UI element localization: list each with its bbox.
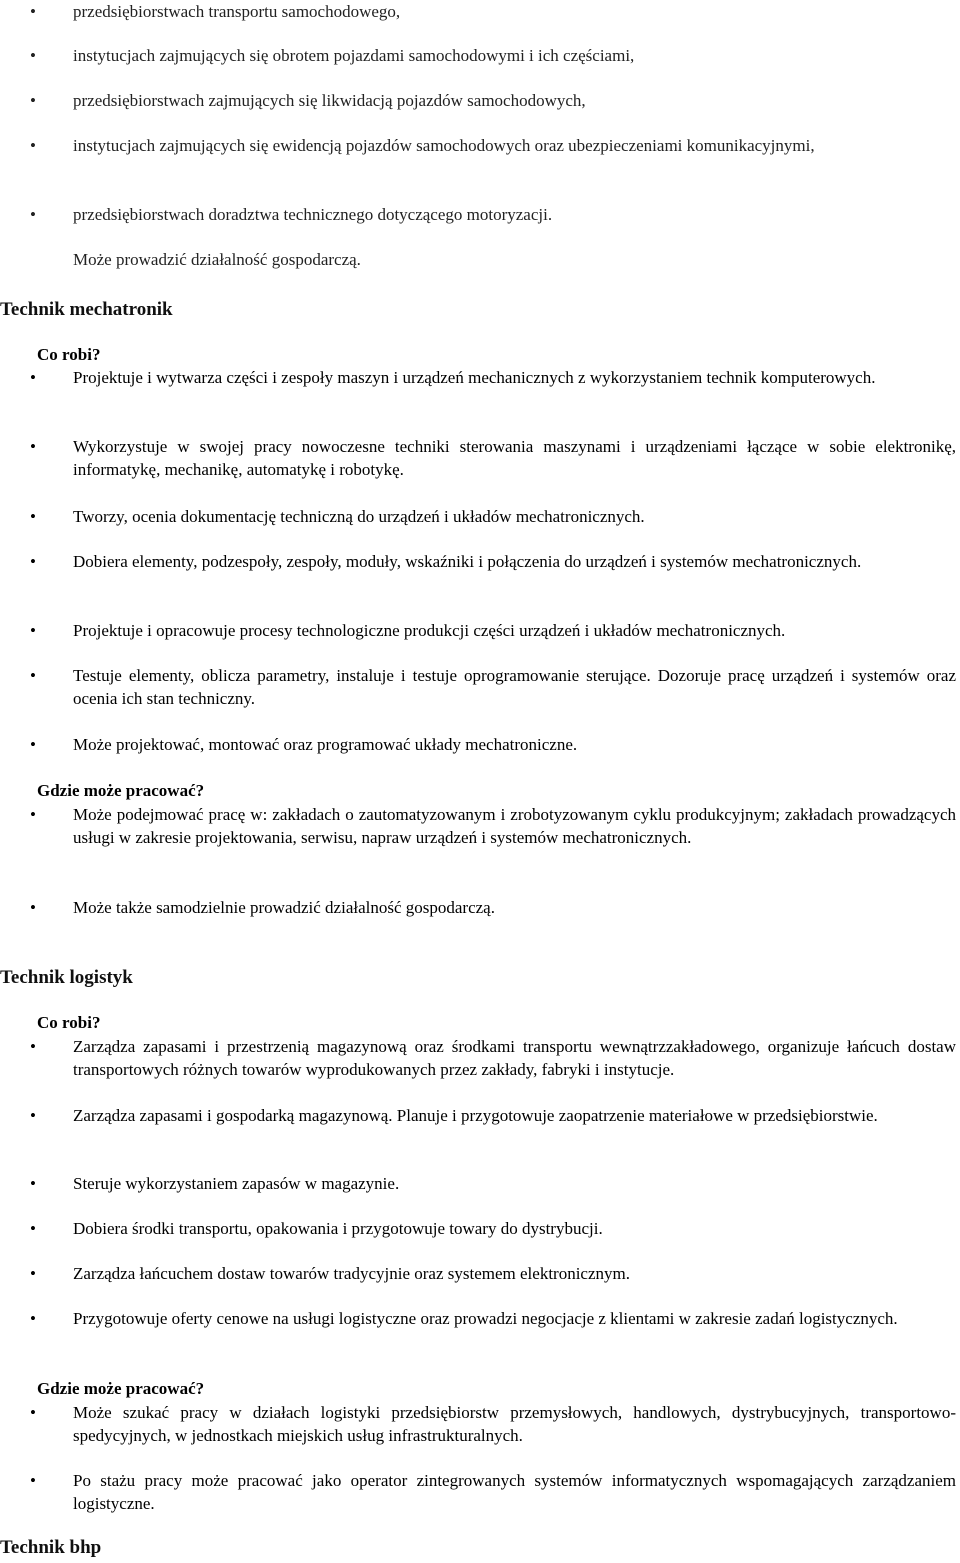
where-heading: Gdzie może pracować? [37,1379,205,1398]
what-heading: Co robi? [37,1013,101,1032]
list-item: Po stażu pracy może pracować jako operator zintegrowanych systemów informatycznych wspomagających zarządzaniem logistyczne. [73,1471,956,1513]
bullet [30,550,36,573]
list-item: Projektuje i opracowuje procesy technologiczne produkcji części urządzeń i układów mechatronicznych. [73,621,786,640]
list-item: instytucjach zajmujących się obrotem pojazdami samochodowymi i ich częściami, [73,46,635,65]
list-item: przedsiębiorstwach doradztwa technicznego dotyczącego motoryzacji. [73,205,553,224]
bullet [30,366,36,389]
bullet [30,1172,36,1195]
list-item: Projektuje i wytwarza części i zespoły maszyn i urządzeń mechanicznych z wykorzystaniem technik komputerowych. [73,368,876,387]
bullet [30,89,36,112]
bullet [30,0,36,23]
bullet [30,203,36,226]
list-item: Zarządza zapasami i przestrzenią magazynową oraz środkami transportu wewnątrzzakładowego, organizuje łańcuch dostaw transportowych różnych towarów wyprodukowanych przez zakłady, fabryki i instytucje. [73,1037,956,1079]
list-item: Tworzy, ocenia dokumentację techniczną do urządzeń i układów mechatronicznych. [73,507,645,526]
bullet [30,803,36,826]
list-item: Dobiera środki transportu, opakowania i przygotowuje towary do dystrybucji. [73,1219,603,1238]
bullet [30,1035,36,1058]
bullet [30,664,36,687]
bullet [30,896,36,919]
bullet [30,134,36,157]
list-item: Wykorzystuje w swojej pracy nowoczesne techniki sterowania maszynami i urządzeniami łączące w sobie elektronikę, informatykę, mechanikę, automatykę i robotykę. [73,437,956,479]
bullet [30,44,36,67]
list-item: Steruje wykorzystaniem zapasów w magazynie. [73,1174,400,1193]
bullet [30,1217,36,1240]
bullet [30,1401,36,1424]
bullet [30,435,36,458]
list-item: Może podejmować pracę w: zakładach o zautomatyzowanym i zrobotyzowanym cyklu produkcyjnym; zakładach prowadzących usługi w zakresie projektowania, serwisu, napraw urządzeń i systemów mechatronicznych. [73,805,956,847]
list-item: Zarządza łańcuchem dostaw towarów tradycyjnie oraz systemem elektronicznym. [73,1264,630,1283]
bullet [30,1469,36,1492]
section-note: Może prowadzić działalność gospodarczą. [73,250,361,269]
list-item: Zarządza zapasami i gospodarką magazynową. Planuje i przygotowuje zaopatrzenie materiałowe w przedsiębiorstwie. [73,1106,878,1125]
bullet [30,1262,36,1285]
list-item: instytucjach zajmujących się ewidencją pojazdów samochodowych oraz ubezpieczeniami komunikacyjnymi, [73,136,815,155]
list-item: Przygotowuje oferty cenowe na usługi logistyczne oraz prowadzi negocjacje z klientami w zakresie zadań logistycznych. [73,1309,898,1328]
list-item: Może także samodzielnie prowadzić działalność gospodarczą. [73,898,495,917]
bullet [30,619,36,642]
section-title-bhp: Technik bhp [0,1537,102,1558]
list-item: przedsiębiorstwach zajmujących się likwidacją pojazdów samochodowych, [73,91,586,110]
section-title-logistyk: Technik logistyk [0,967,133,988]
list-item: Może projektować, montować oraz programować układy mechatroniczne. [73,735,578,754]
list-item: Dobiera elementy, podzespoły, zespoły, moduły, wskaźniki i połączenia do urządzeń i systemów mechatronicznych. [73,552,862,571]
what-heading: Co robi? [37,345,101,364]
bullet [30,505,36,528]
bullet [30,1104,36,1127]
section-title-mechatronik: Technik mechatronik [0,299,173,320]
list-item: Może szukać pracy w działach logistyki przedsiębiorstw przemysłowych, handlowych, dystrybucyjnych, transportowo-spedycyjnych, w jednostkach miejskich usług infrastrukturalnych. [73,1403,956,1445]
bullet [30,733,36,756]
where-heading: Gdzie może pracować? [37,781,205,800]
list-item: Testuje elementy, oblicza parametry, instaluje i testuje oprogramowanie sterujące. Dozoruje pracę urządzeń i systemów oraz ocenia ich stan techniczny. [73,666,956,708]
bullet [30,1307,36,1330]
list-item: przedsiębiorstwach transportu samochodowego, [73,2,401,21]
